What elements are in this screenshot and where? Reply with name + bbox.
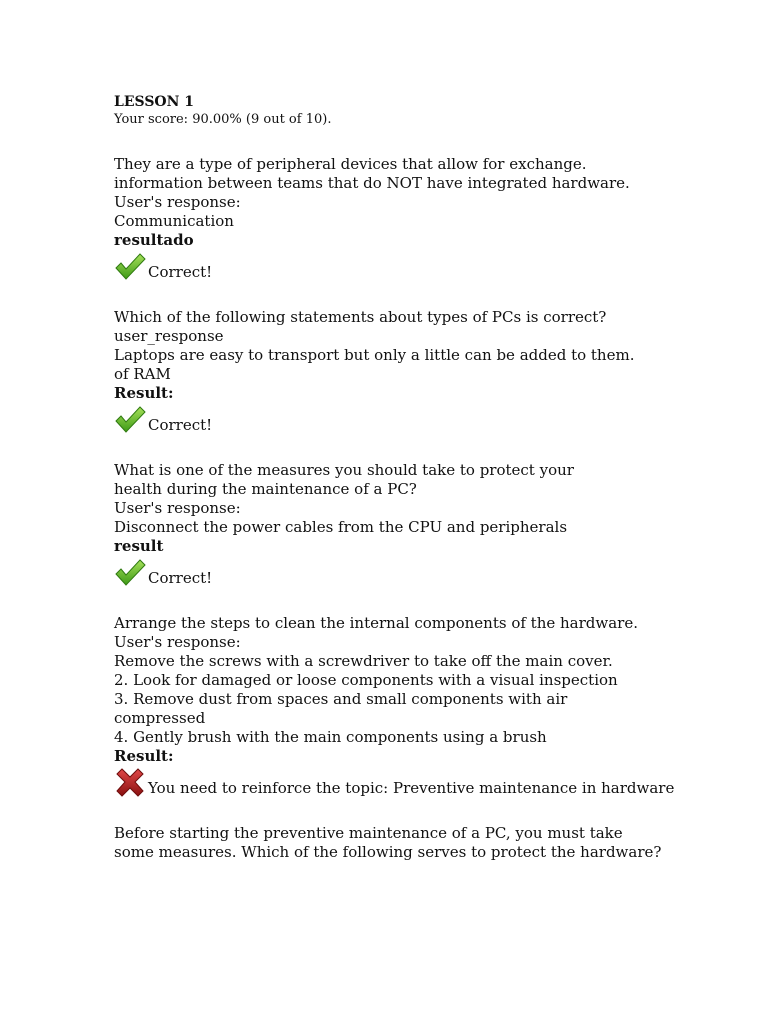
question-text: Which of the following statements about types of PCs is correct?: [114, 308, 607, 326]
result-status: [114, 558, 734, 588]
question-text: They are a type of peripheral devices that allow for exchange.: [114, 155, 587, 173]
result-status: [114, 768, 734, 798]
check-icon: [114, 405, 146, 435]
cross-icon: [114, 768, 146, 798]
response-text: 2. Look for damaged or loose components with a visual inspection: [114, 671, 618, 689]
question-text: some measures. Which of the following serves to protect the hardware?: [114, 843, 662, 861]
response-text: Disconnect the power cables from the CPU and peripherals: [114, 518, 568, 536]
response-label: user_response: [114, 327, 224, 345]
result-label: Result:: [114, 747, 174, 765]
document-content: [114, 93, 734, 862]
response-text: 4. Gently brush with the main components using a brush: [114, 728, 547, 746]
score-summary: Your score: 90.00% (9 out of 10).: [114, 112, 332, 127]
question-text: What is one of the measures you should take to protect your: [114, 461, 574, 479]
response-label: User's response:: [114, 499, 241, 517]
response-text: Laptops are easy to transport but only a little can be added to them.: [114, 346, 635, 364]
question-block: [114, 155, 734, 282]
question-text: Before starting the preventive maintenance of a PC, you must take: [114, 824, 623, 842]
question-block: [114, 308, 734, 435]
question-block: [114, 614, 734, 798]
question-block: [114, 461, 734, 588]
response-text: Communication: [114, 212, 234, 230]
result-status: [114, 252, 734, 282]
response-label: User's response:: [114, 193, 241, 211]
question-text: health during the maintenance of a PC?: [114, 480, 417, 498]
response-text: 3. Remove dust from spaces and small components with air: [114, 690, 568, 708]
question-block: [114, 824, 734, 862]
response-text: compressed: [114, 709, 206, 727]
result-status-text: Correct!: [148, 569, 213, 587]
lesson-title: LESSON 1: [114, 94, 195, 110]
result-status: [114, 405, 734, 435]
question-text: Arrange the steps to clean the internal components of the hardware.: [114, 614, 638, 632]
result-label: Result:: [114, 384, 174, 402]
result-status-text: Correct!: [148, 263, 213, 281]
check-icon: [114, 558, 146, 588]
response-label: User's response:: [114, 633, 241, 651]
check-icon: [114, 252, 146, 282]
result-status-text: Correct!: [148, 416, 213, 434]
result-status-text: You need to reinforce the topic: Preventive maintenance in hardware: [148, 779, 675, 797]
response-text: of RAM: [114, 365, 171, 383]
response-text: Remove the screws with a screwdriver to take off the main cover.: [114, 652, 613, 670]
question-text: information between teams that do NOT have integrated hardware.: [114, 174, 630, 192]
result-label: resultado: [114, 231, 194, 249]
result-label: result: [114, 537, 164, 555]
